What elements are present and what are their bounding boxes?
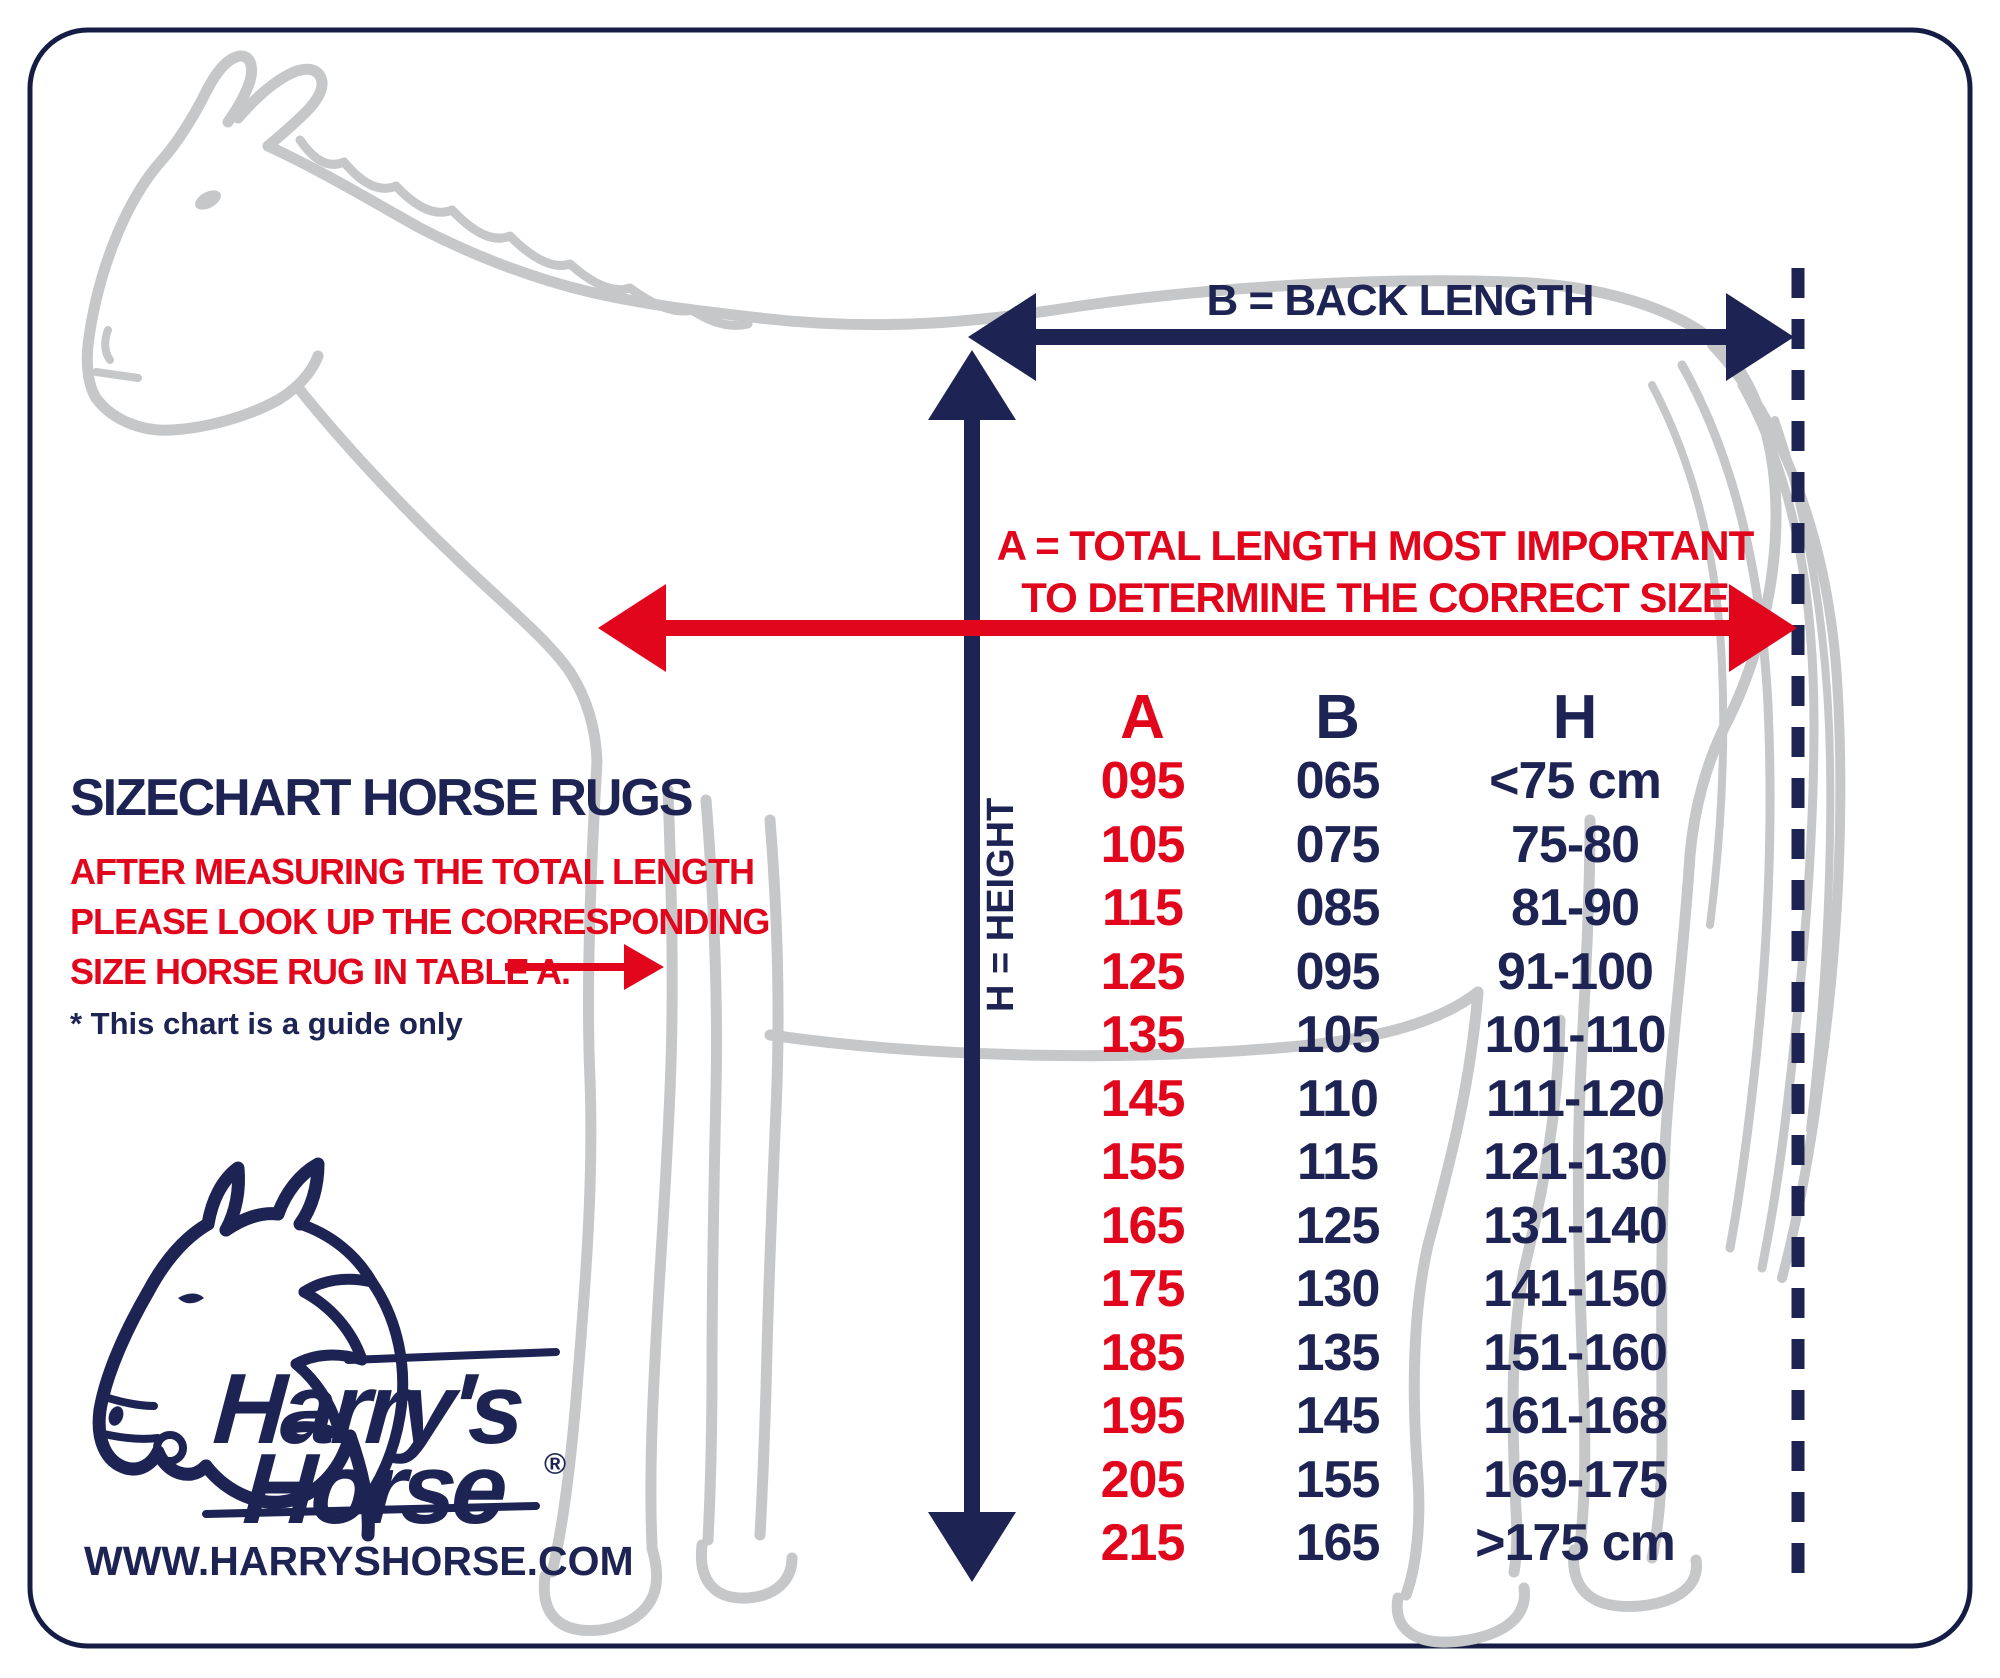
- size-cell-row4-col2: 101-110: [1484, 1006, 1666, 1065]
- size-cell-row9-col2: 151-160: [1483, 1323, 1667, 1382]
- size-table-header-b: B: [1315, 682, 1360, 752]
- height-label: H = HEIGHT: [980, 797, 1022, 1012]
- size-cell-row10-col1: 145: [1295, 1387, 1380, 1446]
- size-cell-row5-col0: 145: [1100, 1069, 1185, 1128]
- size-cell-row0-col1: 065: [1295, 752, 1380, 811]
- size-cell-row1-col2: 75-80: [1511, 815, 1639, 874]
- size-table-header-a: A: [1120, 682, 1165, 752]
- size-cell-row3-col0: 125: [1100, 942, 1185, 1001]
- size-cell-row9-col1: 135: [1295, 1323, 1380, 1382]
- size-cell-row7-col0: 165: [1100, 1196, 1185, 1255]
- size-cell-row11-col0: 205: [1100, 1450, 1185, 1509]
- instruction-line-3: SIZE HORSE RUG IN TABLE A.: [70, 951, 571, 992]
- size-cell-row4-col1: 105: [1295, 1006, 1380, 1065]
- size-cell-row10-col0: 195: [1100, 1387, 1185, 1446]
- size-table: [1030, 682, 1730, 1575]
- size-cell-row5-col2: 111-120: [1485, 1069, 1665, 1128]
- back-length-label: B = BACK LENGTH: [1206, 276, 1594, 325]
- size-cell-row3-col1: 095: [1295, 942, 1380, 1001]
- total-length-label-line2: TO DETERMINE THE CORRECT SIZE: [1021, 574, 1729, 621]
- size-table-header-h: H: [1552, 682, 1598, 752]
- size-cell-row11-col2: 169-175: [1483, 1450, 1667, 1509]
- size-cell-row8-col1: 130: [1295, 1260, 1380, 1319]
- size-cell-row3-col2: 91-100: [1497, 942, 1653, 1001]
- size-cell-row2-col0: 115: [1102, 879, 1183, 938]
- size-cell-row1-col1: 075: [1295, 815, 1380, 874]
- brand-name-line2: Horse: [240, 1433, 507, 1545]
- size-cell-row2-col2: 81-90: [1511, 879, 1639, 938]
- size-cell-row12-col1: 165: [1295, 1514, 1380, 1573]
- guide-note: * This chart is a guide only: [70, 1006, 463, 1041]
- registered-trademark-symbol: ®: [544, 1448, 567, 1481]
- size-cell-row0-col2: <75 cm: [1489, 752, 1661, 811]
- size-cell-row12-col0: 215: [1100, 1514, 1185, 1573]
- size-cell-row11-col1: 155: [1295, 1450, 1380, 1509]
- size-cell-row5-col1: 110: [1297, 1069, 1378, 1128]
- size-cell-row6-col1: 115: [1297, 1133, 1378, 1192]
- size-cell-row6-col0: 155: [1100, 1133, 1185, 1192]
- size-cell-row8-col2: 141-150: [1483, 1260, 1667, 1319]
- size-cell-row9-col0: 185: [1100, 1323, 1185, 1382]
- size-cell-row1-col0: 105: [1100, 815, 1185, 874]
- brand-name-line1: Harry's: [210, 1353, 524, 1465]
- size-cell-row2-col1: 085: [1295, 879, 1380, 938]
- page-title: SIZECHART HORSE RUGS: [70, 769, 692, 827]
- size-cell-row6-col2: 121-130: [1483, 1133, 1667, 1192]
- size-cell-row8-col0: 175: [1100, 1260, 1185, 1319]
- instruction-line-1: AFTER MEASURING THE TOTAL LENGTH: [70, 851, 754, 892]
- instruction-line-2: PLEASE LOOK UP THE CORRESPONDING: [70, 901, 770, 942]
- size-cell-row10-col2: 161-168: [1483, 1387, 1667, 1446]
- total-length-label-line1: A = TOTAL LENGTH MOST IMPORTANT: [996, 522, 1754, 569]
- website-url: WWW.HARRYSHORSE.COM: [84, 1538, 634, 1584]
- size-cell-row12-col2: >175 cm: [1475, 1514, 1675, 1573]
- size-cell-row7-col1: 125: [1295, 1196, 1380, 1255]
- size-cell-row0-col0: 095: [1100, 752, 1185, 811]
- size-cell-row7-col2: 131-140: [1483, 1196, 1667, 1255]
- size-cell-row4-col0: 135: [1100, 1006, 1185, 1065]
